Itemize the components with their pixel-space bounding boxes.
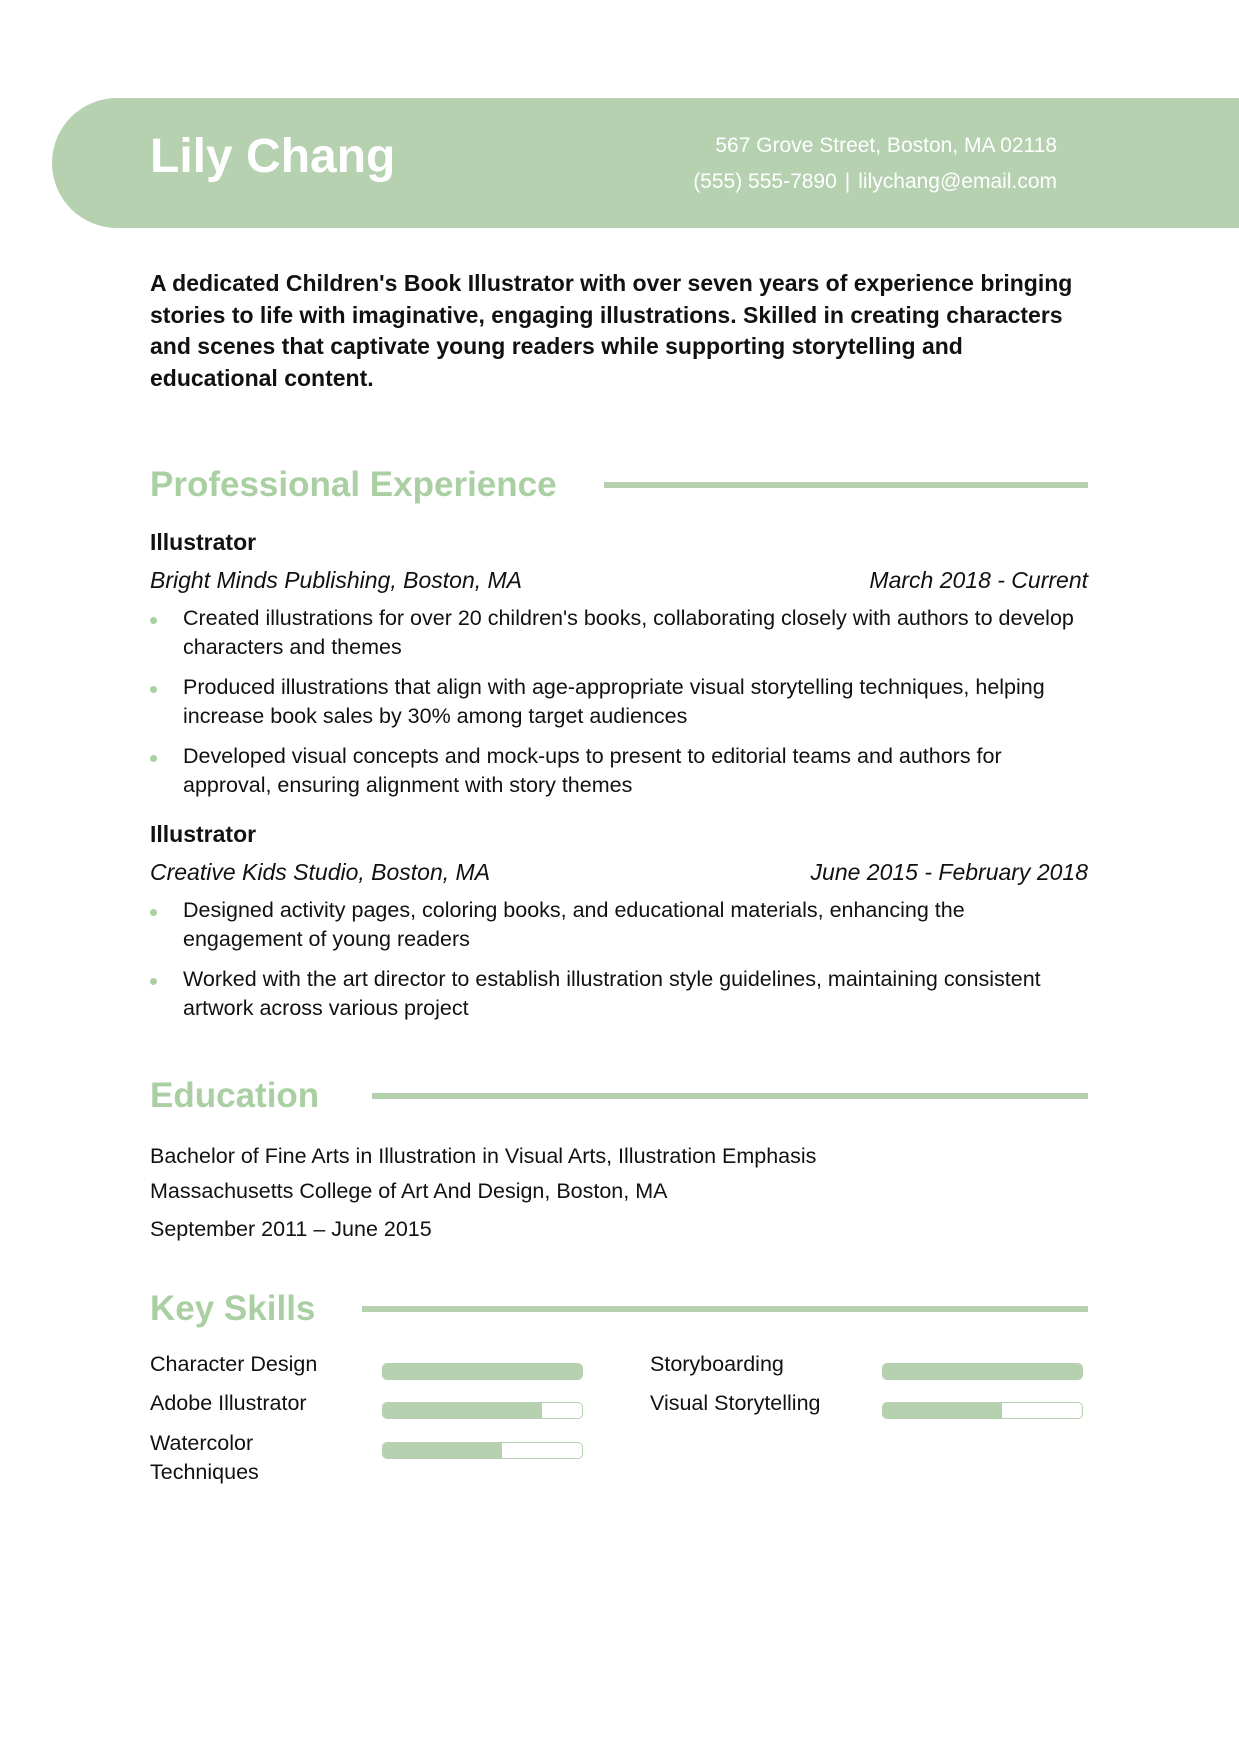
- professional-summary: A dedicated Children's Book Illustrator with over seven years of experience bringing stories to life with imaginative, engaging illustrations. Skilled in creating characters and scenes that captivate young readers while supporting storytelling and educational content.: [150, 270, 1073, 391]
- job-title: Illustrator: [150, 529, 257, 555]
- education-school: Massachusetts College of Art And Design, Boston, MA: [150, 1179, 668, 1203]
- job-entry: [150, 820, 1088, 1034]
- job-meta: [150, 858, 1088, 886]
- skills-section-rule: [362, 1306, 1088, 1312]
- job-bullet: Developed visual concepts and mock-ups to present to editorial teams and authors for approval, ensuring alignment with story themes: [150, 742, 1088, 800]
- contact-separator: |: [844, 170, 851, 193]
- job-bullets: [150, 604, 1088, 800]
- education-entry: [150, 1142, 1088, 1243]
- experience-section-header: [150, 459, 1088, 511]
- job-title: Illustrator: [150, 821, 257, 847]
- skills-grid: [150, 1350, 1088, 1510]
- skills-section-header: [150, 1283, 1088, 1335]
- education-degree: Bachelor of Fine Arts in Illustration in Visual Arts, Illustration Emphasis: [150, 1144, 817, 1168]
- skill-name: Storyboarding: [650, 1352, 784, 1376]
- skill-level-bar: [382, 1442, 583, 1459]
- job-dates: June 2015 - February 2018: [810, 859, 1088, 885]
- skill-level-bar: [882, 1402, 1083, 1419]
- skill-level-fill: [883, 1403, 1002, 1418]
- phone-email-line: [693, 164, 1057, 200]
- job-bullet: Designed activity pages, coloring books, and educational materials, enhancing the engagement of young readers: [150, 896, 1088, 954]
- education-dates: September 2011 – June 2015: [150, 1217, 432, 1241]
- education-section-title: Education: [150, 1076, 320, 1115]
- skill-level-bar: [382, 1402, 583, 1419]
- skills-section-title: Key Skills: [150, 1289, 316, 1328]
- skill-name: Visual Storytelling: [650, 1391, 821, 1415]
- address: 567 Grove Street, Boston, MA 02118: [715, 134, 1057, 157]
- candidate-name: Lily Chang: [150, 130, 396, 183]
- skill-level-fill: [383, 1443, 502, 1458]
- skill-name: Character Design: [150, 1352, 318, 1376]
- job-dates: March 2018 - Current: [869, 567, 1088, 593]
- job-meta: [150, 566, 1088, 594]
- education-section-rule: [372, 1093, 1088, 1099]
- experience-section-rule: [604, 482, 1088, 488]
- job-company: Creative Kids Studio, Boston, MA: [150, 859, 491, 885]
- job-company: Bright Minds Publishing, Boston, MA: [150, 567, 523, 593]
- skill-name: Watercolor Techniques: [150, 1431, 259, 1484]
- skill-level-fill: [883, 1364, 1082, 1379]
- resume-header: [52, 98, 1239, 228]
- job-entry: [150, 528, 1088, 811]
- skill-level-fill: [383, 1403, 542, 1418]
- skill-level-bar: [382, 1363, 583, 1380]
- skill-level-fill: [383, 1364, 582, 1379]
- skill-name: Adobe Illustrator: [150, 1391, 307, 1415]
- job-bullet: Produced illustrations that align with age-appropriate visual storytelling techniques, helping increase book sales by 30% among target audiences: [150, 673, 1088, 731]
- job-bullet: Worked with the art director to establish illustration style guidelines, maintaining consistent artwork across various project: [150, 965, 1088, 1023]
- email: lilychang@email.com: [858, 170, 1057, 193]
- job-bullets: [150, 896, 1088, 1023]
- education-section-header: [150, 1070, 1088, 1122]
- experience-section-title: Professional Experience: [150, 465, 557, 504]
- skill-level-bar: [882, 1363, 1083, 1380]
- job-bullet: Created illustrations for over 20 children's books, collaborating closely with authors to develop characters and themes: [150, 604, 1088, 662]
- phone: (555) 555-7890: [693, 170, 837, 193]
- contact-info: [693, 128, 1057, 200]
